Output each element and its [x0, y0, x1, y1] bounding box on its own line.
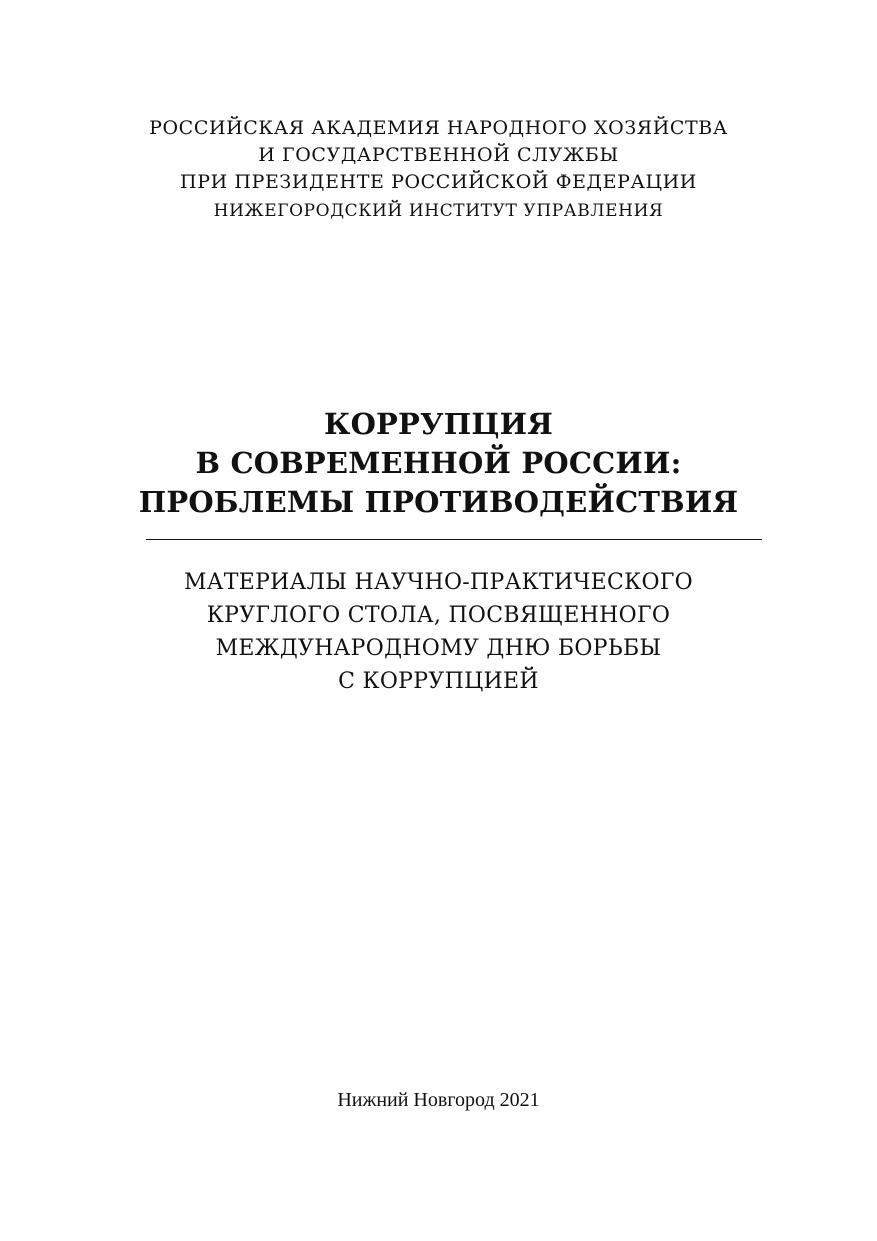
subtitle-line: С КОРРУПЦИЕЙ [338, 669, 539, 694]
institute-name: НИЖЕГОРОДСКИЙ ИНСТИТУТ УПРАВЛЕНИЯ [213, 201, 664, 221]
subtitle-line: КРУГЛОГО СТОЛА, ПОСВЯЩЕННОГО [206, 603, 671, 628]
subtitle-line: МАТЕРИАЛЫ НАУЧНО-ПРАКТИЧЕСКОГО [183, 570, 694, 595]
subtitle-line: МЕЖДУНАРОДНОМУ ДНЮ БОРЬБЫ [215, 636, 662, 661]
document-title [0, 405, 877, 522]
organization-name [0, 115, 877, 196]
title-divider [146, 539, 762, 540]
imprint-place-year: Нижний Новгород 2021 [337, 1089, 540, 1111]
organization-line: ПРИ ПРЕЗИДЕНТЕ РОССИЙСКОЙ ФЕДЕРАЦИИ [180, 171, 697, 193]
organization-line: РОССИЙСКАЯ АКАДЕМИЯ НАРОДНОГО ХОЗЯЙСТВА [149, 117, 728, 139]
document-subtitle [0, 566, 877, 698]
title-line: В СОВРЕМЕННОЙ РОССИИ: [195, 446, 682, 480]
title-line: ПРОБЛЕМЫ ПРОТИВОДЕЙСТВИЯ [138, 485, 739, 519]
organization-line: И ГОСУДАРСТВЕННОЙ СЛУЖБЫ [258, 144, 619, 166]
title-line: КОРРУПЦИЯ [324, 407, 553, 441]
